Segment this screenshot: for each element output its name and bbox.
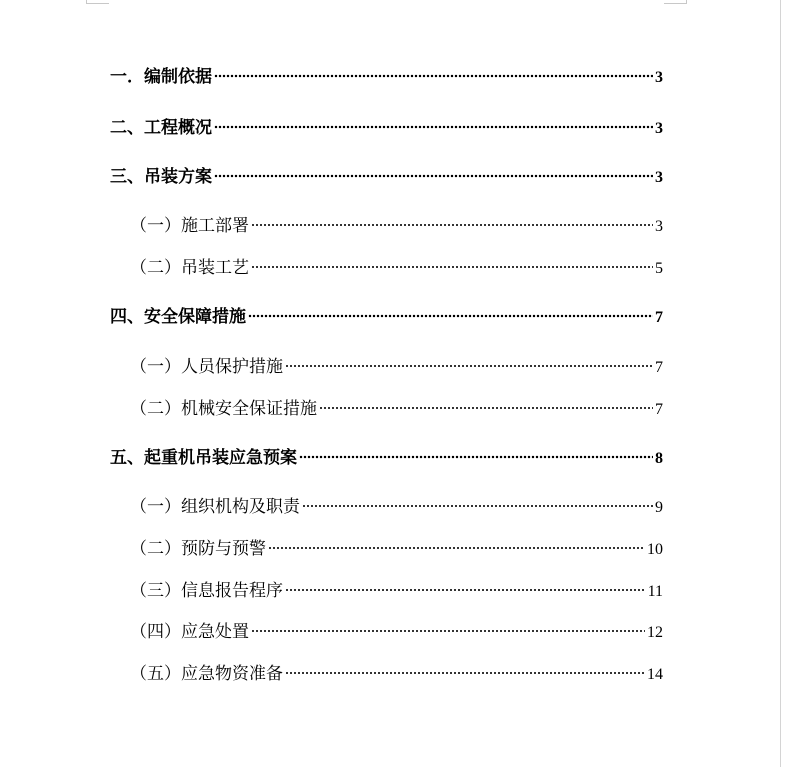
toc-entry[interactable] xyxy=(130,576,663,601)
toc-entry[interactable] xyxy=(130,211,663,236)
toc-entry[interactable] xyxy=(130,394,663,419)
toc-entry-title: （二）吊装工艺 xyxy=(130,258,249,278)
toc-dot-leader xyxy=(285,588,646,592)
toc-dot-leader xyxy=(251,629,645,633)
toc-dot-leader xyxy=(248,314,653,318)
toc-dot-leader xyxy=(285,671,645,675)
toc-entry-page: 8 xyxy=(655,450,663,467)
toc-entry-title: 四、安全保障措施 xyxy=(110,307,246,327)
toc-entry-title: （一）组织机构及职责 xyxy=(130,497,300,517)
toc-entry[interactable] xyxy=(110,113,663,138)
toc-dot-leader xyxy=(214,174,653,178)
toc-dot-leader xyxy=(299,455,653,459)
toc-entry-title: （二）预防与预警 xyxy=(130,539,266,559)
toc-entry[interactable] xyxy=(130,492,663,517)
toc-entry-title: 三、吊装方案 xyxy=(110,167,212,187)
toc-entry-page: 3 xyxy=(655,218,663,235)
toc-entry[interactable] xyxy=(110,62,663,87)
toc-entry[interactable] xyxy=(110,302,663,327)
toc-entry-title: （四）应急处置 xyxy=(130,622,249,642)
toc-dot-leader xyxy=(285,364,653,368)
toc-entry-title: （一）人员保护措施 xyxy=(130,357,283,377)
toc-entry-page: 10 xyxy=(647,541,663,558)
toc-dot-leader xyxy=(268,546,645,550)
toc-entry-title: （五）应急物资准备 xyxy=(130,664,283,684)
toc-entry-page: 7 xyxy=(655,359,663,376)
toc-entry[interactable] xyxy=(130,617,663,642)
toc-dot-leader xyxy=(251,265,653,269)
toc-entry-title: 一．编制依据 xyxy=(110,67,212,87)
toc-dot-leader xyxy=(214,74,653,78)
toc-entry-page: 11 xyxy=(647,583,663,600)
toc-entry[interactable] xyxy=(130,352,663,377)
toc-entry[interactable] xyxy=(130,659,663,684)
toc-dot-leader xyxy=(319,406,653,410)
toc-entry-title: （二）机械安全保证措施 xyxy=(130,399,317,419)
toc-entry-title: 二、工程概况 xyxy=(110,118,212,138)
toc-entry-page: 7 xyxy=(655,401,663,418)
toc-dot-leader xyxy=(251,223,653,227)
toc-entry-page: 9 xyxy=(655,499,663,516)
toc-entry-page: 14 xyxy=(647,666,663,683)
toc-entry[interactable] xyxy=(130,534,663,559)
toc-entry-page: 3 xyxy=(655,69,663,86)
toc-entry-title: 五、起重机吊装应急预案 xyxy=(110,448,297,468)
toc-dot-leader xyxy=(214,125,653,129)
toc-entry-page: 7 xyxy=(655,309,663,326)
toc-entry-page: 3 xyxy=(655,120,663,137)
toc-entry-title: （一）施工部署 xyxy=(130,216,249,236)
toc-entry-page: 5 xyxy=(655,260,663,277)
toc-dot-leader xyxy=(302,504,653,508)
toc-entry[interactable] xyxy=(110,443,663,468)
toc-entry-title: （三）信息报告程序 xyxy=(130,581,283,601)
toc-entry-page: 3 xyxy=(655,169,663,186)
toc-entry[interactable] xyxy=(110,162,663,187)
toc-entry[interactable] xyxy=(130,253,663,278)
toc-entry-page: 12 xyxy=(647,624,663,641)
